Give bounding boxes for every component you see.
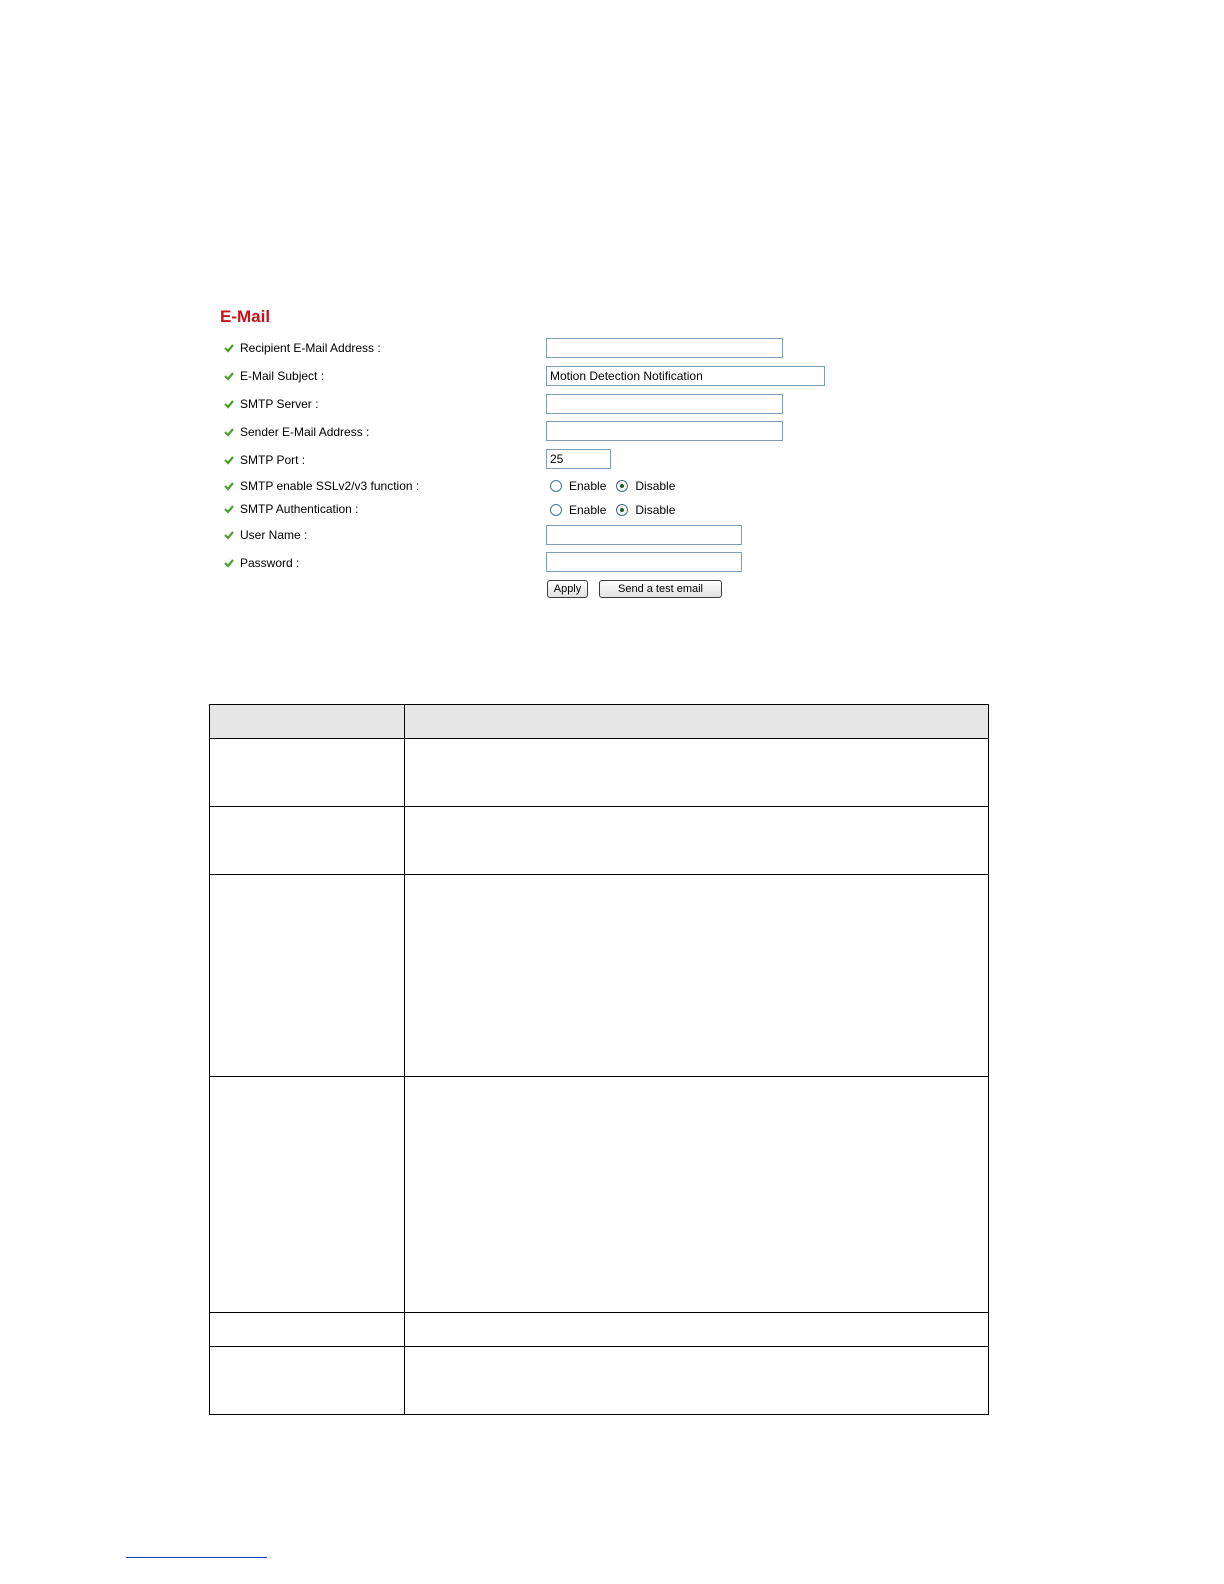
smtp-ssl-enable-radio[interactable] (550, 480, 562, 492)
user-name-row-label (224, 527, 307, 543)
check-icon (224, 481, 234, 491)
smtp-ssl-row-label (224, 478, 419, 494)
check-icon (224, 530, 234, 540)
check-icon (224, 427, 234, 437)
table-row (210, 875, 989, 1077)
smtp-ssl-enable-label: Enable (569, 479, 607, 493)
table-cell (405, 875, 989, 1077)
table-cell (405, 1347, 989, 1415)
recipient-email-row-label (224, 340, 381, 356)
table-cell (405, 1077, 989, 1313)
table-row (210, 739, 989, 807)
smtp-server-row-label (224, 396, 318, 412)
check-icon (224, 455, 234, 465)
smtp-ssl-radio-group (550, 478, 685, 494)
check-icon (224, 343, 234, 353)
user-name-label: User Name : (240, 528, 308, 542)
sender-email-row-label (224, 424, 369, 440)
check-icon (224, 504, 234, 514)
table-cell (405, 739, 989, 807)
smtp-server-label: SMTP Server : (240, 397, 319, 411)
table-cell (210, 875, 405, 1077)
smtp-server-input[interactable] (546, 394, 783, 414)
password-row-label (224, 555, 299, 571)
table-header-cell (210, 705, 405, 739)
table-cell (210, 1077, 405, 1313)
smtp-auth-radio-group (550, 502, 685, 518)
table-row (210, 1313, 989, 1347)
apply-button[interactable]: Apply (547, 580, 588, 598)
smtp-auth-row-label (224, 501, 359, 517)
smtp-ssl-disable-label: Disable (635, 479, 676, 493)
table-header-cell (405, 705, 989, 739)
check-icon (224, 399, 234, 409)
smtp-auth-enable-radio[interactable] (550, 504, 562, 516)
user-name-input[interactable] (546, 525, 742, 545)
description-table (209, 704, 989, 1415)
check-icon (224, 558, 234, 568)
table-row (210, 1347, 989, 1415)
table-cell (210, 1313, 405, 1347)
table-cell (210, 1347, 405, 1415)
smtp-ssl-label: SMTP enable SSLv2/v3 function : (240, 479, 420, 493)
smtp-ssl-disable-radio[interactable] (616, 480, 628, 492)
smtp-auth-label: SMTP Authentication : (240, 502, 359, 516)
recipient-email-label: Recipient E-Mail Address : (240, 341, 381, 355)
email-title: E-Mail (220, 307, 271, 326)
smtp-port-row-label (224, 452, 305, 468)
sender-email-input[interactable] (546, 421, 783, 441)
email-subject-label: E-Mail Subject : (240, 369, 325, 383)
table-row (210, 807, 989, 875)
table-header-row (210, 705, 989, 739)
smtp-auth-disable-radio[interactable] (616, 504, 628, 516)
table-cell (405, 1313, 989, 1347)
email-subject-row-label (224, 368, 324, 384)
password-label: Password : (240, 556, 300, 570)
recipient-email-input[interactable] (546, 338, 783, 358)
table-row (210, 1077, 989, 1313)
table-cell (210, 807, 405, 875)
send-test-email-button[interactable]: Send a test email (599, 580, 722, 598)
smtp-port-label: SMTP Port : (240, 453, 306, 467)
password-input[interactable] (546, 552, 742, 572)
check-icon (224, 371, 234, 381)
table-cell (405, 807, 989, 875)
email-subject-input[interactable] (546, 366, 825, 386)
smtp-auth-disable-label: Disable (635, 503, 676, 517)
table-cell (210, 739, 405, 807)
sender-email-label: Sender E-Mail Address : (240, 425, 370, 439)
footer-divider (126, 1557, 267, 1558)
smtp-auth-enable-label: Enable (569, 503, 607, 517)
smtp-port-input[interactable] (546, 449, 611, 469)
